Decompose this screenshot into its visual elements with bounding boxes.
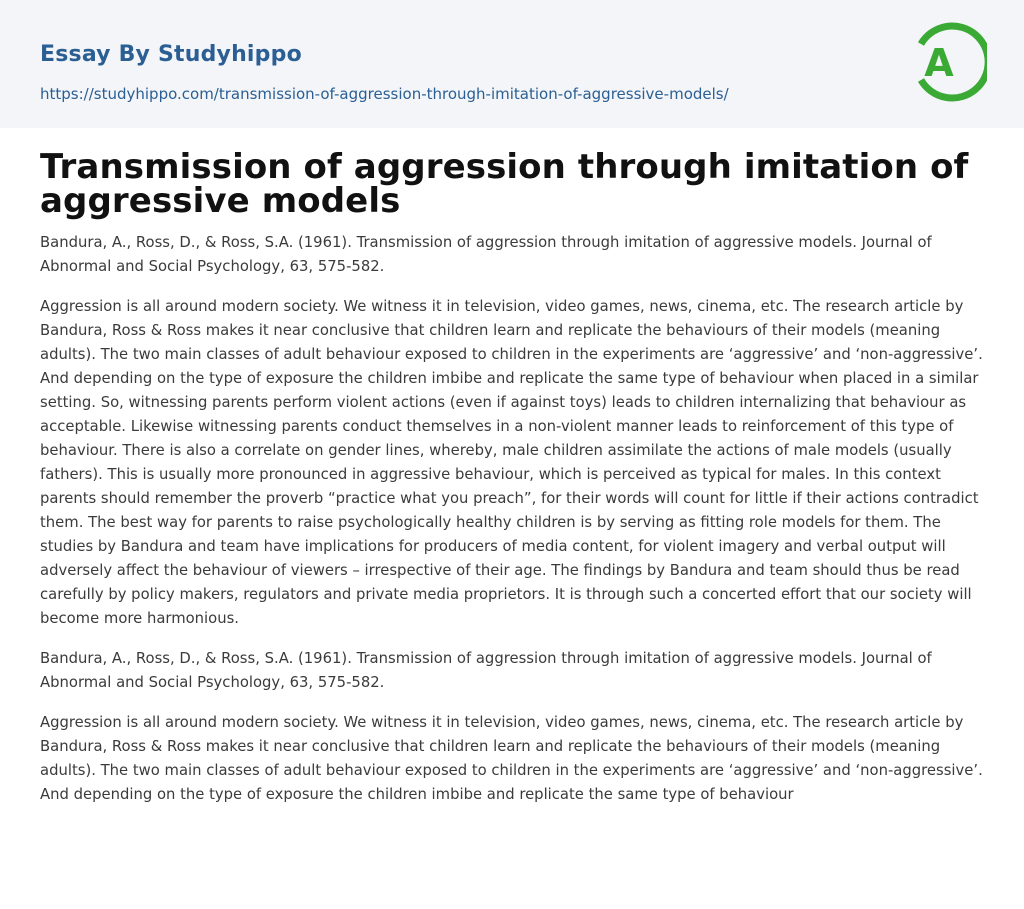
studyhippo-logo-icon[interactable] xyxy=(911,18,987,106)
body-paragraph-excerpt: Aggression is all around modern society. We witness it in television, video games, news, cinema, etc. The research article by Bandura, Ross & Ross makes it near conclusive that children learn and replicate the behaviours of their models (meaning adults). The two main classes of adult behaviour exposed to children in the experiments are ‘aggressive’ and ‘non-aggressive’. And depending on the type of exposure the children imbibe and replicate the same type of behaviour xyxy=(40,714,983,803)
site-title[interactable]: Essay By Studyhippo xyxy=(40,42,302,67)
source-url-link[interactable]: https://studyhippo.com/transmission-of-aggression-through-imitation-of-aggressive-models/ xyxy=(40,85,729,103)
reference-citation: Bandura, A., Ross, D., & Ross, S.A. (1961). Transmission of aggression through imitation of aggressive models. Journal of Abnormal and Social Psychology, 63, 575-582. xyxy=(40,234,932,275)
logo-letter: A xyxy=(924,41,954,85)
page-header xyxy=(0,0,1024,128)
body-paragraph: Aggression is all around modern society. We witness it in television, video games, news, cinema, etc. The research article by Bandura, Ross & Ross makes it near conclusive that children learn and replicate the behaviours of their models (meaning adults). The two main classes of adult behaviour exposed to children in the experiments are ‘aggressive’ and ‘non-aggressive’. And depending on the type of exposure the children imbibe and replicate the same type of behaviour when placed in a similar setting. So, witnessing parents perform violent actions (even if against toys) leads to children internalizing that behaviour as acceptable. Likewise witnessing parents conduct themselves in a non-violent manner leads to reinforcement of this type of behaviour. There is also a correlate on gender lines, whereby, male children assimilate the actions of male models (usually fathers). This is usually more pronounced in aggressive behaviour, which is perceived as typical for males. In this context parents should remember the proverb “practice what you preach”, for their words will count for little if their actions contradict them. The best way for parents to raise psychologically healthy children is by serving as fitting role models for them. The studies by Bandura and team have implications for producers of media content, for violent imagery and verbal output will adversely affect the behaviour of viewers – irrespective of their age. The findings by Bandura and team should thus be read carefully by policy makers, regulators and private media proprietors. It is through such a concerted effort that our society will become more harmonious. xyxy=(40,298,983,627)
reference-citation: Bandura, A., Ross, D., & Ross, S.A. (1961). Transmission of aggression through imitation of aggressive models. Journal of Abnormal and Social Psychology, 63, 575-582. xyxy=(40,650,932,691)
article-title: Transmission of aggression through imitation of aggressive models xyxy=(40,147,969,221)
article-content xyxy=(40,147,988,807)
